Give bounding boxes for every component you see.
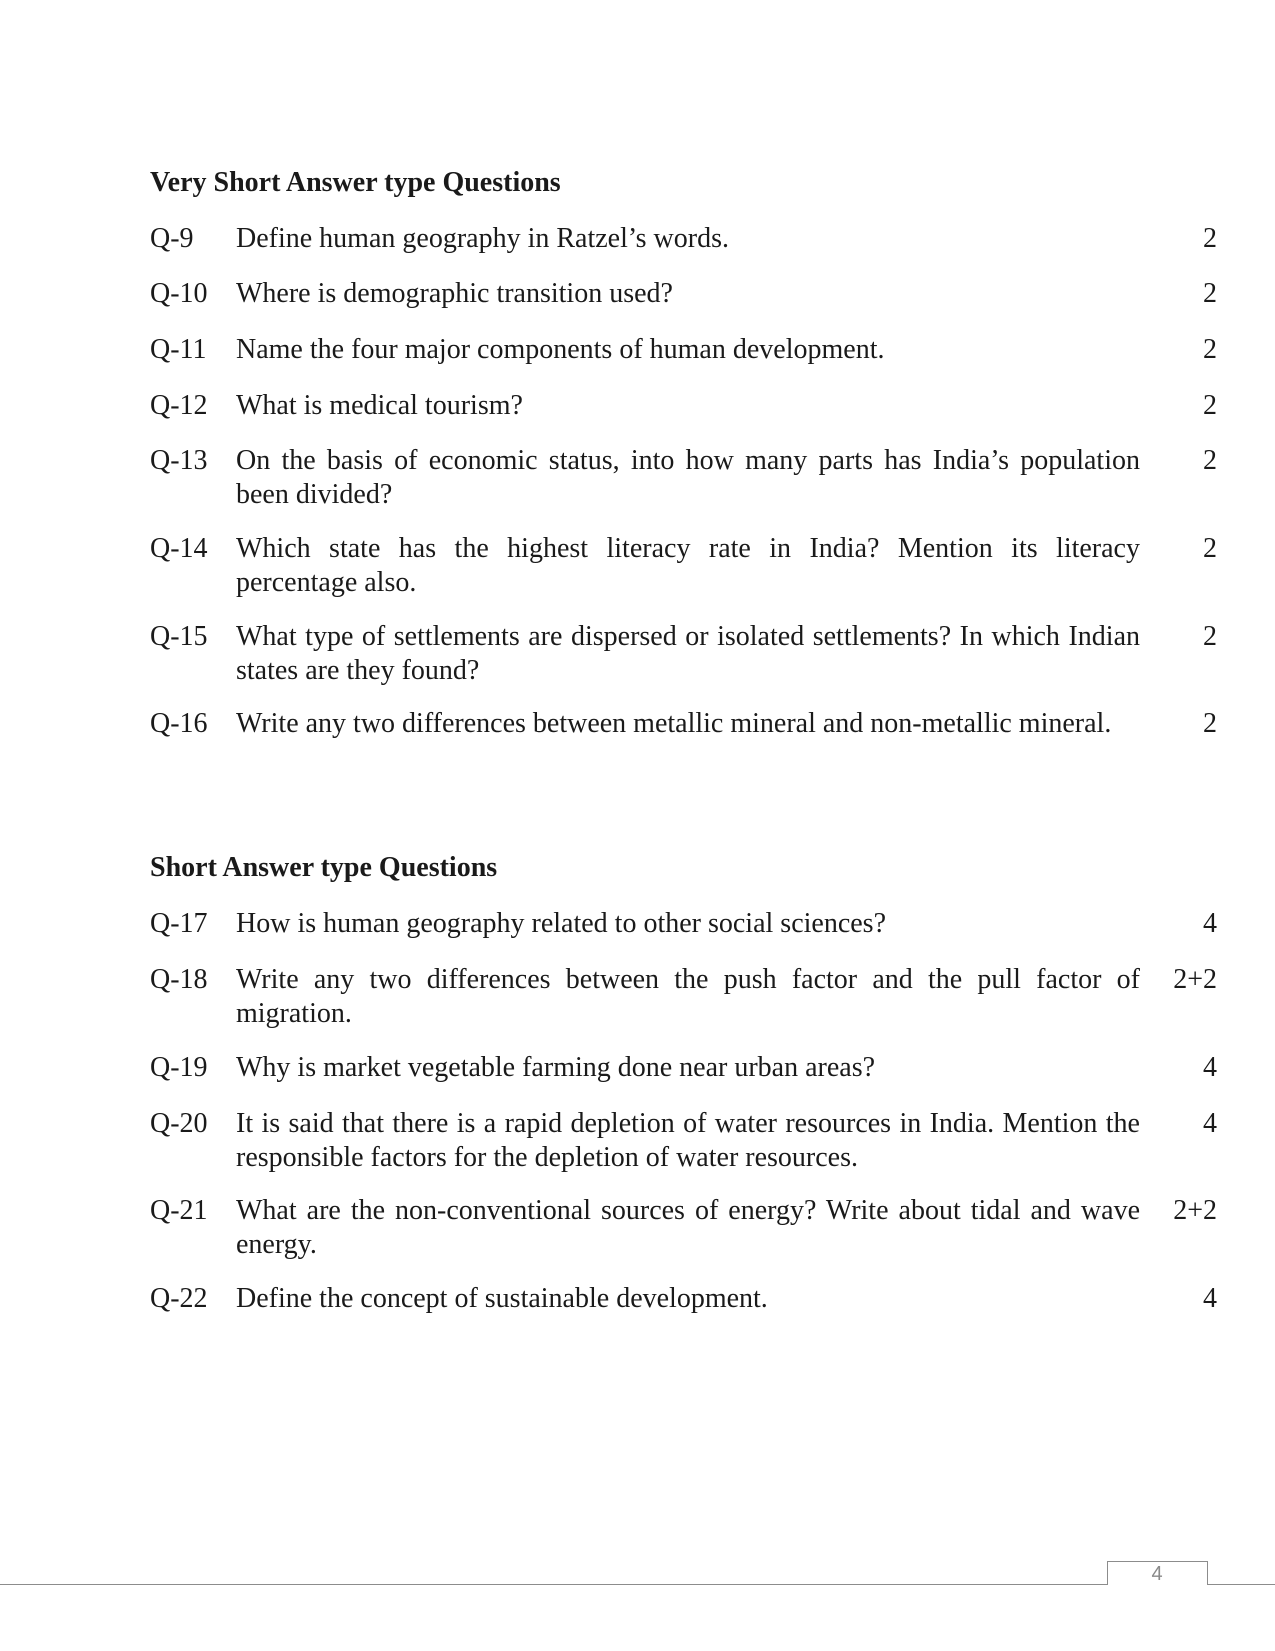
page-number: 4 — [1151, 1563, 1163, 1585]
question-number: Q-20 — [150, 1108, 208, 1139]
question-text: Where is demographic transition used? — [236, 278, 673, 309]
question-marks: 2 — [1203, 223, 1217, 254]
question-marks: 4 — [1203, 1108, 1217, 1139]
question-number: Q-21 — [150, 1195, 208, 1226]
question-marks: 2+2 — [1173, 964, 1217, 995]
question-marks: 4 — [1203, 1052, 1217, 1083]
question-marks: 2 — [1203, 533, 1217, 564]
question-text: What is medical tourism? — [236, 390, 523, 421]
question-text: Write any two differences between the push factor and the pull factor of migration. — [236, 964, 1140, 1029]
question-number: Q-22 — [150, 1283, 208, 1314]
question-text: Define the concept of sustainable development. — [236, 1283, 768, 1314]
question-text: Which state has the highest literacy rate in India? Mention its literacy percentage also. — [236, 533, 1140, 598]
question-marks: 2 — [1203, 278, 1217, 309]
question-text: How is human geography related to other social sciences? — [236, 908, 887, 939]
question-number: Q-10 — [150, 278, 208, 309]
question-number: Q-12 — [150, 390, 208, 421]
question-marks: 2 — [1203, 708, 1217, 739]
question-number: Q-19 — [150, 1052, 208, 1083]
question-marks: 4 — [1203, 1283, 1217, 1314]
question-number: Q-18 — [150, 964, 208, 995]
question-number: Q-15 — [150, 621, 208, 652]
question-marks: 2 — [1203, 390, 1217, 421]
question-number: Q-16 — [150, 708, 208, 739]
question-text: On the basis of economic status, into how many parts has India’s population been divided? — [236, 445, 1140, 510]
question-number: Q-11 — [150, 334, 207, 365]
question-text: Define human geography in Ratzel’s words. — [236, 223, 729, 254]
question-text: It is said that there is a rapid depletion of water resources in India. Mention the responsible factors for the depletion of water resources. — [236, 1108, 1140, 1173]
question-text: What are the non-conventional sources of energy? Write about tidal and wave energy. — [236, 1195, 1140, 1260]
question-text: What type of settlements are dispersed or isolated settlements? In which Indian states are they found? — [236, 621, 1140, 686]
question-marks: 2 — [1203, 445, 1217, 476]
question-text: Write any two differences between metallic mineral and non-metallic mineral. — [236, 708, 1112, 739]
section-title-short: Short Answer type Questions — [150, 852, 498, 883]
question-marks: 2+2 — [1173, 1195, 1217, 1226]
question-marks: 2 — [1203, 334, 1217, 365]
question-marks: 2 — [1203, 621, 1217, 652]
question-number: Q-9 — [150, 223, 194, 254]
section-title-very-short: Very Short Answer type Questions — [150, 167, 561, 198]
question-number: Q-13 — [150, 445, 208, 476]
question-number: Q-17 — [150, 908, 208, 939]
question-text: Name the four major components of human development. — [236, 334, 885, 365]
question-number: Q-14 — [150, 533, 208, 564]
question-text: Why is market vegetable farming done near urban areas? — [236, 1052, 876, 1083]
question-marks: 4 — [1203, 908, 1217, 939]
footer-divider — [0, 1584, 1275, 1585]
